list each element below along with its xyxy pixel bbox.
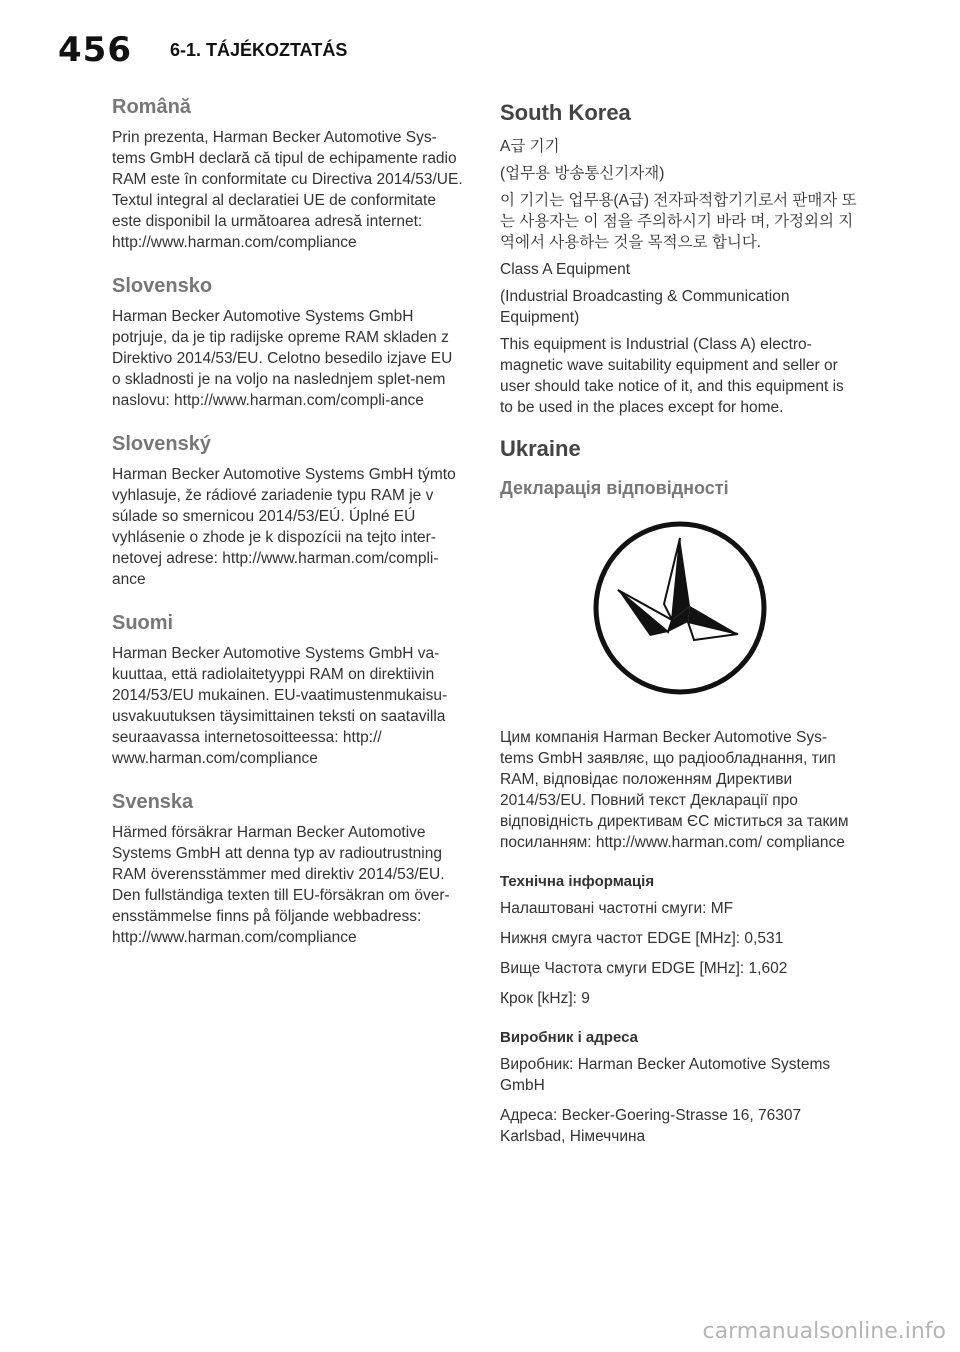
watermark: carmanualsonline.info xyxy=(702,1319,946,1344)
chapter-title: 6-1. TÁJÉKOZTATÁS xyxy=(170,40,348,60)
ukraine-tech-heading: Технічна інформація xyxy=(500,873,655,890)
ukrsepro-conformity-mark-icon xyxy=(590,518,770,698)
page-header xyxy=(0,0,960,80)
ukraine-tech-line: Нижня смуга частот EDGE [MHz]: 0,531 xyxy=(500,930,784,947)
korea-line-notice-en: This equipment is Industrial (Class A) electro-magnetic wave suitability equipment and seller or user should take notice of it, and this equipment is to be used in the places except for home. xyxy=(500,336,844,416)
ukraine-maker-line: Виробник: Harman Becker Automotive Systems GmbH xyxy=(500,1056,831,1094)
ukraine-title: Ukraine xyxy=(500,436,581,461)
section-heading-slovensko: Slovensko xyxy=(112,275,213,297)
section-text-slovensko: Harman Becker Automotive Systems GmbH potrjuje, da je tip radijske opreme RAM skladen z Direktivo 2014/53/EU. Celotno besedilo izjave EU o skladnosti je na voljo na naslednjem splet-nem naslovu: http://www.harman.com/compli-ance xyxy=(112,308,453,409)
ukraine-declaration-heading: Декларація відповідності xyxy=(500,478,729,498)
ukraine-tech-line: Вище Частота смуги EDGE [MHz]: 1,602 xyxy=(500,960,788,977)
section-text-romana: Prin prezenta, Harman Becker Automotive Sys-tems GmbH declară că tipul de echipamente radio RAM este în conformitate cu Directiva 2014/53/UE. Textul integral al declaratiei UE de conformitate este disponibil la următoarea adresă internet: http://www.harman.com/compliance xyxy=(112,129,463,251)
korea-line-class: A급 기기 xyxy=(500,138,560,155)
korea-line-class-en: Class A Equipment xyxy=(500,261,631,278)
ukraine-statement: Цим компанія Harman Becker Automotive Sys-tems GmbH заявляє, що радіообладнання, тип RAM, відповідає положенням Директиви 2014/53/EU. Повний текст Декларації про відповідність директивам ЄС міститься за таким посиланням: http://www.harman.com/ compliance xyxy=(500,729,849,851)
section-text-slovensky: Harman Becker Automotive Systems GmbH týmto vyhlasuje, že rádiové zariadenie typu RAM je v súlade so smernicou 2014/53/EÚ. Úplné EÚ vyhlásenie o zhode je k dispozícii na tejto inter-netovej adrese: http://www.harman.com/compli-ance xyxy=(112,466,456,588)
ukraine-maker-line: Адреса: Becker-Goering-Strasse 16, 76307 Karlsbad, Німеччина xyxy=(500,1107,802,1145)
ukraine-tech-line: Крок [kHz]: 9 xyxy=(500,990,590,1007)
section-heading-svenska: Svenska xyxy=(112,791,194,813)
section-text-suomi: Harman Becker Automotive Systems GmbH va-kuuttaa, että radiolaitetyyppi RAM on direktiivin 2014/53/EU mukainen. EU-vaatimustenmukaisu-usvakuutuksen täysimittainen teksti on saatavilla seuraavassa internetosoitteessa: http:// www.harman.com/compliance xyxy=(112,645,448,767)
left-column xyxy=(112,96,464,948)
section-text-svenska: Härmed försäkrar Harman Becker Automotive Systems GmbH att denna typ av radioutrustning RAM överensstämmer med direktiv 2014/53/EU. Den fullständiga texten till EU-försäkran om över-ensstämmelse finns på följande webbadress: http://www.harman.com/compliance xyxy=(112,824,450,946)
korea-line-category-en: (Industrial Broadcasting & Communication Equipment) xyxy=(500,288,790,326)
ukraine-tech-line: Налаштовані частотні смуги: MF xyxy=(500,900,734,917)
section-heading-romana: Română xyxy=(112,96,191,118)
south-korea-title: South Korea xyxy=(500,100,631,125)
ukrsepro-logo xyxy=(500,513,860,703)
section-heading-suomi: Suomi xyxy=(112,612,174,634)
page-number: 456 xyxy=(58,30,132,70)
right-column xyxy=(500,96,860,1156)
korea-line-notice: 이 기기는 업무용(A급) 전자파적합기기로서 판매자 또는 사용자는 이 점을 주의하시기 바라 며, 가정외의 지역에서 사용하는 것을 목적으로 합니다. xyxy=(500,192,857,251)
korea-line-category: (업무용 방송통신기자재) xyxy=(500,165,665,182)
section-heading-slovensky: Slovenský xyxy=(112,433,211,455)
ukraine-maker-heading: Виробник і адреса xyxy=(500,1029,638,1046)
